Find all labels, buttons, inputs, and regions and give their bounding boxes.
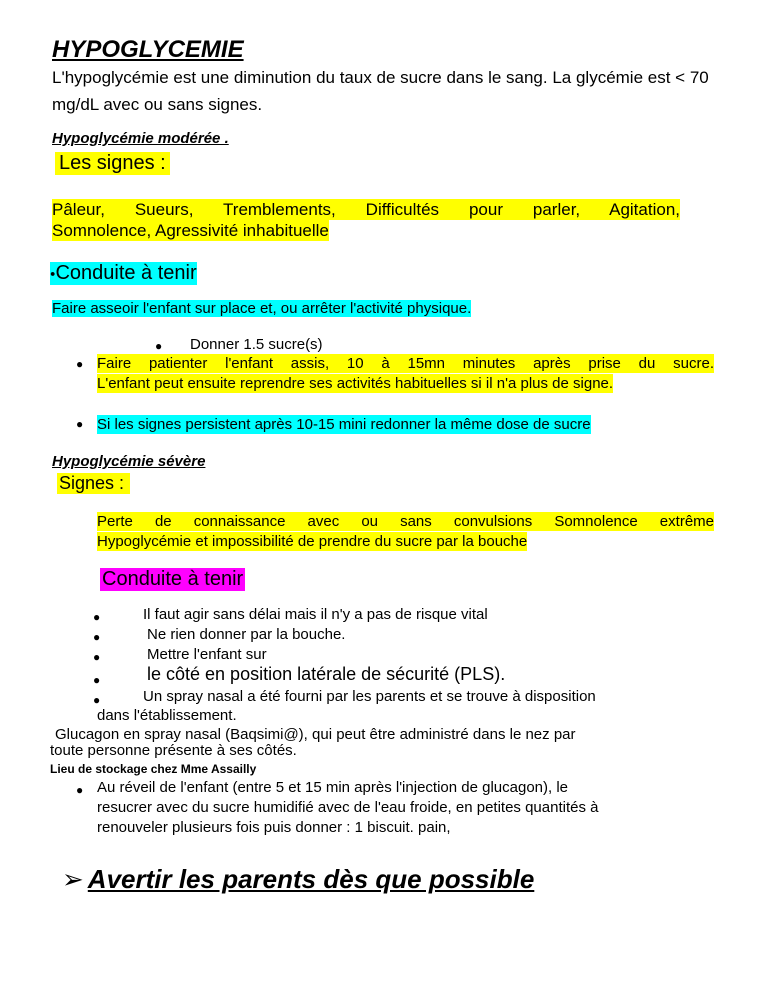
final-notice [62, 864, 534, 895]
final-notice-text: Avertir les parents dès que possible [87, 864, 535, 894]
bullet-icon: ● [76, 357, 84, 371]
wait-line1: Faire patienter l'enfant assis, 10 à 15mn minutes après prise du sucre. [97, 355, 714, 372]
moderate-conduct [50, 262, 197, 285]
pls-item: le côté en position latérale de sécurité (PLS). [147, 664, 506, 684]
severe-signs-label: Signes : [57, 473, 130, 494]
bullet-icon: ● [93, 650, 101, 664]
moderate-conduct-label: Conduite à tenir [55, 262, 197, 284]
bullet-icon: ● [93, 673, 101, 687]
wake-line3: renouveler plusieurs fois puis donner : 1 biscuit. pain, [97, 819, 451, 836]
moderate-heading: Hypoglycémie modérée . [52, 130, 229, 147]
severe-conduct-label: Conduite à tenir [102, 568, 244, 590]
bullet-icon: ● [93, 693, 101, 707]
glucagon-line2: toute personne présente à ses côtés. [50, 742, 297, 759]
severe-signs-line2: Hypoglycémie et impossibilité de prendre du sucre par la bouche [97, 533, 528, 550]
storage-location: Lieu de stockage chez Mme Assailly [50, 762, 257, 776]
page-title: HYPOGLYCEMIE [52, 36, 244, 63]
nothing-mouth-item: Ne rien donner par la bouche. [147, 626, 346, 643]
bullet-icon: ● [76, 783, 84, 797]
severe-signs-line1: Perte de connaissance avec ou sans convulsions Somnolence extrême [97, 513, 714, 530]
moderate-signs-label: Les signes : [55, 152, 170, 175]
act-now-item: Il faut agir sans délai mais il n'y a pas de risque vital [143, 606, 488, 623]
bullet-icon: ● [76, 417, 84, 431]
intro-text: L'hypoglycémie est une diminution du taux de sucre dans le sang. La glycémie est < 70 mg/dL avec ou sans signes. [52, 68, 709, 114]
give-sugar-item: Donner 1.5 sucre(s) [190, 336, 323, 353]
severe-heading: Hypoglycémie sévère [52, 453, 206, 470]
sit-instruction: Faire asseoir l'enfant sur place et, ou arrêter l'activité physique. [52, 300, 472, 317]
bullet-icon: ● [93, 630, 101, 644]
put-child-item: Mettre l'enfant sur [147, 646, 267, 663]
spray-line2: dans l'établissement. [97, 707, 237, 724]
bullet-icon: ● [50, 268, 56, 279]
bullet-icon: ● [93, 610, 101, 624]
arrow-bullet-icon: ➢ [62, 864, 84, 894]
wake-line2: resucrer avec du sucre humidifié avec de l'eau froide, en petites quantités à [97, 799, 599, 816]
moderate-signs-line1: Pâleur, Sueurs, Tremblements, Difficultés pour parler, Agitation, [52, 200, 680, 219]
wake-line1: Au réveil de l'enfant (entre 5 et 15 min après l'injection de glucagon), le [97, 779, 569, 796]
spray-line1: Un spray nasal a été fourni par les parents et se trouve à disposition [143, 688, 596, 705]
moderate-signs-line2: Somnolence, Agressivité inhabituelle [52, 221, 329, 240]
glucagon-line1: Glucagon en spray nasal (Baqsimi@), qui peut être administré dans le nez par [55, 726, 576, 743]
bullet-icon: ● [155, 339, 163, 353]
wait-line2: L'enfant peut ensuite reprendre ses activités habituelles si il n'a plus de signe. [97, 375, 614, 392]
persist-item: Si les signes persistent après 10-15 mini redonner la même dose de sucre [97, 416, 591, 433]
